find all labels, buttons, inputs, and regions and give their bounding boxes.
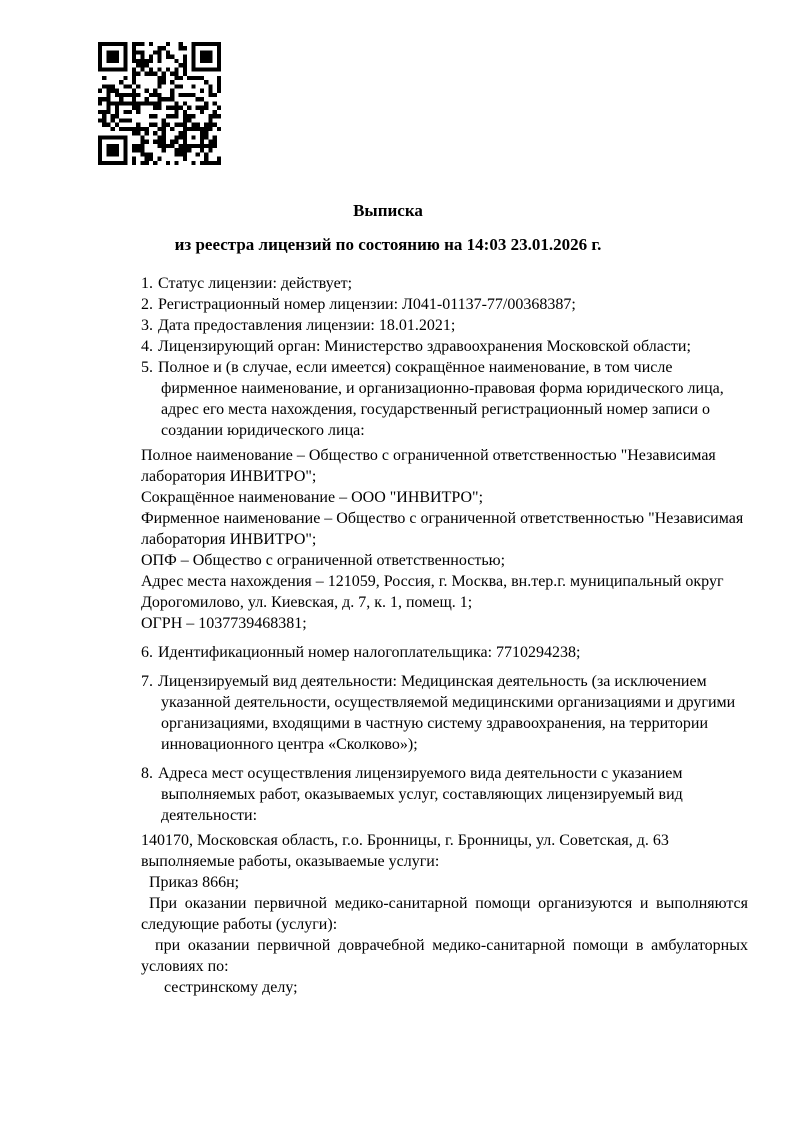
org-legal-form: ОПФ – Общество с ограниченной ответственностью; [141, 552, 506, 569]
activity-address-block [141, 830, 748, 998]
item-number: 7. [141, 673, 153, 690]
document-subtitle: из реестра лицензий по состоянию на 14:03 23.01.2026 г. [174, 235, 602, 254]
license-item-activity-type [141, 671, 748, 755]
item-number: 4. [141, 338, 153, 355]
item-number: 6. [141, 644, 153, 661]
organization-details-block [141, 445, 748, 634]
document-title-block [0, 200, 776, 255]
license-item-inn [141, 642, 748, 663]
document-title: Выписка [353, 201, 423, 220]
item-text: Идентификационный номер налогоплательщика: 7710294238; [158, 644, 581, 661]
item-text: Лицензирующий орган: Министерство здравоохранения Московской области; [158, 338, 691, 355]
qr-code-icon [98, 42, 221, 165]
org-full-name: Полное наименование – Общество с ограниченной ответственностью "Независимая лаборатория ИНВИТРО"; [141, 447, 716, 485]
work-line-primary-care: При оказании первичной медико-санитарной помощи организуются и выполняются следующие работы (услуги): [141, 895, 748, 933]
item-text: Статус лицензии: действует; [158, 275, 353, 292]
item-text: Регистрационный номер лицензии: Л041-01137-77/00368387; [158, 296, 576, 313]
org-brand-name: Фирменное наименование – Общество с ограниченной ответственностью "Независимая лаборатория ИНВИТРО"; [141, 510, 744, 548]
item-number: 5. [141, 359, 153, 376]
item-number: 2. [141, 296, 153, 313]
activity-address: 140170, Московская область, г.о. Бронницы, г. Бронницы, ул. Советская, д. 63 [141, 832, 669, 849]
work-line-nursing: сестринскому делу; [164, 979, 298, 996]
work-line-prehospital-care: при оказании первичной доврачебной медико-санитарной помощи в амбулаторных условиях по: [141, 937, 748, 975]
license-item-reg-number [141, 294, 748, 315]
item-number: 8. [141, 765, 153, 782]
org-ogrn: ОГРН – 1037739468381; [141, 615, 307, 632]
license-item-authority [141, 336, 748, 357]
item-number: 3. [141, 317, 153, 334]
item-text: Адреса мест осуществления лицензируемого вида деятельности с указанием выполняемых работ, оказываемых услуг, составляющих лицензируемый вид деятельности: [158, 765, 683, 824]
works-header: выполняемые работы, оказываемые услуги: [141, 853, 440, 870]
item-number: 1. [141, 275, 153, 292]
license-item-activity-addresses [141, 763, 748, 826]
work-line-order: Приказ 866н; [149, 874, 240, 891]
org-address: Адрес места нахождения – 121059, Россия, г. Москва, вн.тер.г. муниципальный округ Дорогомилово, ул. Киевская, д. 7, к. 1, помещ. 1; [141, 573, 724, 611]
item-text: Лицензируемый вид деятельности: Медицинская деятельность (за исключением указанной деятельности, осуществляемой медицинскими организациями и другими организациями, входящими в частную систему здравоохранения, на территории инновационного центра «Сколково»); [158, 673, 736, 753]
license-item-org-names-heading [141, 357, 748, 441]
item-text: Дата предоставления лицензии: 18.01.2021; [158, 317, 456, 334]
license-item-status [141, 273, 748, 294]
org-short-name: Сокращённое наименование – ООО "ИНВИТРО"; [141, 489, 484, 506]
document-body [141, 273, 748, 998]
item-text: Полное и (в случае, если имеется) сокращённое наименование, в том числе фирменное наименование, и организационно-правовая форма юридического лица, адрес его места нахождения, государственный регистрационный номер записи о создании юридического лица: [158, 359, 724, 439]
license-item-grant-date [141, 315, 748, 336]
